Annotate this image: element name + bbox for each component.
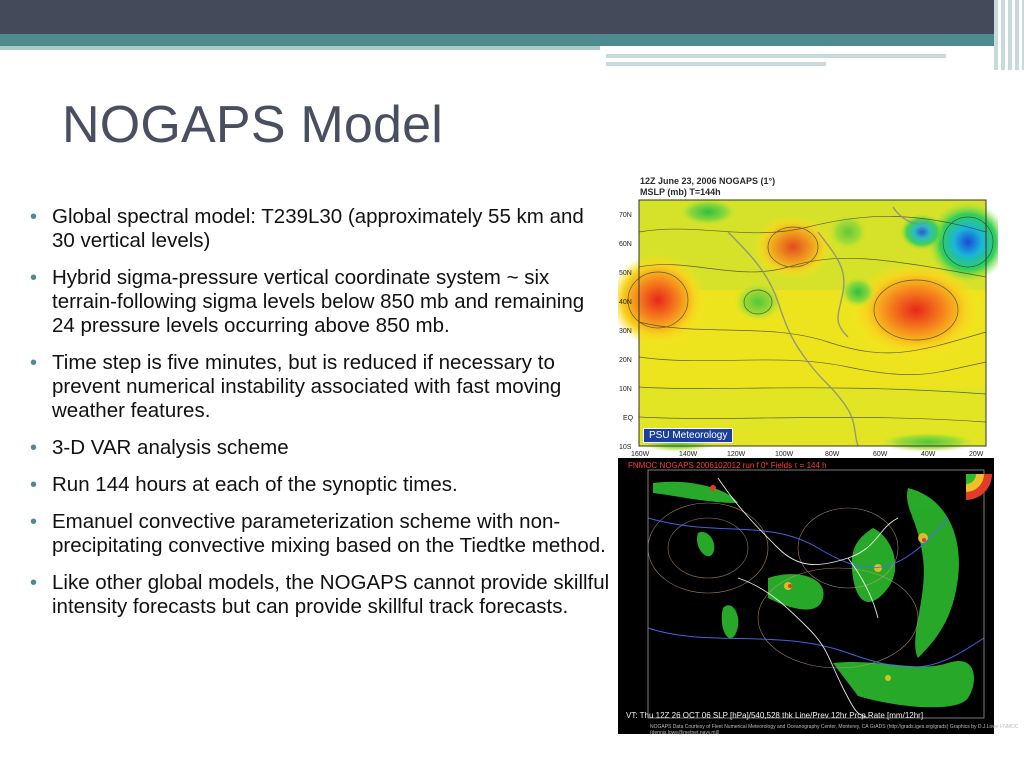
- lat-label: EQ: [623, 415, 634, 422]
- lon-label: 140W: [679, 451, 698, 458]
- bullet-text: Time step is five minutes, but is reduced if necessary to prevent numerical instability associated with fast moving weather features.: [52, 351, 562, 422]
- bullet-item: [30, 571, 610, 619]
- lat-label: 20N: [619, 357, 632, 364]
- map1-caption: [640, 176, 775, 198]
- bullet-dot-icon: •: [30, 572, 38, 594]
- lon-label: 160W: [631, 451, 650, 458]
- map1-caption-line2: MSLP (mb) T=144h: [640, 187, 721, 197]
- lat-label: 40N: [619, 299, 632, 306]
- bullet-text: Hybrid sigma-pressure vertical coordinate system ~ six terrain-following sigma levels below 850 mb and remaining 24 pressure levels occurring above 850 mb.: [52, 266, 585, 337]
- lon-label: 60W: [873, 451, 888, 458]
- fnmoc-precip-map: [618, 458, 994, 734]
- bullet-item: [30, 205, 610, 253]
- header-band-stripe: [606, 54, 946, 58]
- bullet-text: Emanuel convective parameterization scheme with non-precipitating convective mixing based on the Tiedtke method.: [52, 510, 606, 557]
- header-band-stripe-short: [606, 62, 826, 66]
- header-band-dark: [0, 0, 1024, 34]
- bullet-item: [30, 436, 610, 460]
- lat-label: 70N: [619, 212, 632, 219]
- bullet-text: Run 144 hours at each of the synoptic times.: [52, 473, 458, 496]
- bullet-dot-icon: •: [30, 267, 38, 289]
- bullet-text: 3-D VAR analysis scheme: [52, 436, 289, 459]
- map2-header: FNMOC NOGAPS 2006102012 run f 0* Fields τ = 144 h: [628, 461, 827, 470]
- mslp-forecast-map: [618, 172, 998, 458]
- bullet-text: Like other global models, the NOGAPS cannot provide skillful intensity forecasts but can provide skillful track forecasts.: [52, 571, 610, 618]
- lat-label: 60N: [619, 241, 632, 248]
- header-band-teal-light: [0, 46, 600, 50]
- map1-caption-line1: 12Z June 23, 2006 NOGAPS (1°): [640, 176, 776, 186]
- header-vertical-stripes: [994, 0, 1024, 70]
- lat-label: 10S: [619, 444, 632, 451]
- lon-label: 120W: [727, 451, 746, 458]
- bullet-dot-icon: •: [30, 352, 38, 374]
- lon-label: 40W: [921, 451, 936, 458]
- bullet-dot-icon: •: [30, 474, 38, 496]
- bullet-item: [30, 473, 610, 497]
- header-band-white: [606, 46, 1024, 52]
- lat-label: 10N: [619, 386, 632, 393]
- bullet-item: [30, 510, 610, 558]
- map2-credit: NOGAPS Data Courtesy of Fleet Numerical Meteorology and Oceanography Center, Monterey, CA GrADS (http://grads.iges.org/grads) Graphics by D.J.Lowe FNMOC (dennis.lowe@metnet.navy.mil): [650, 724, 1019, 736]
- bullet-item: [30, 351, 610, 423]
- slide-title: NOGAPS Model: [62, 96, 443, 154]
- psu-meteorology-badge: PSU Meteorology: [643, 428, 733, 443]
- lon-label: 80W: [825, 451, 840, 458]
- lon-label: 100W: [775, 451, 794, 458]
- lat-label: 50N: [619, 270, 632, 277]
- lat-label: 30N: [619, 328, 632, 335]
- bullet-item: [30, 266, 610, 338]
- bullet-text: Global spectral model: T239L30 (approximately 55 km and 30 vertical levels): [52, 205, 584, 252]
- lon-label: 20W: [969, 451, 984, 458]
- bullet-dot-icon: •: [30, 206, 38, 228]
- bullet-list: [30, 205, 610, 632]
- map2-footer: VT: Thu 12Z 26 OCT 06 SLP [hPa]/540,528 thk Line/Prev 12hr Prcp Rate [mm/12hr]: [626, 711, 924, 720]
- bullet-dot-icon: •: [30, 437, 38, 459]
- bullet-dot-icon: •: [30, 511, 38, 533]
- header-band-teal: [0, 34, 1024, 46]
